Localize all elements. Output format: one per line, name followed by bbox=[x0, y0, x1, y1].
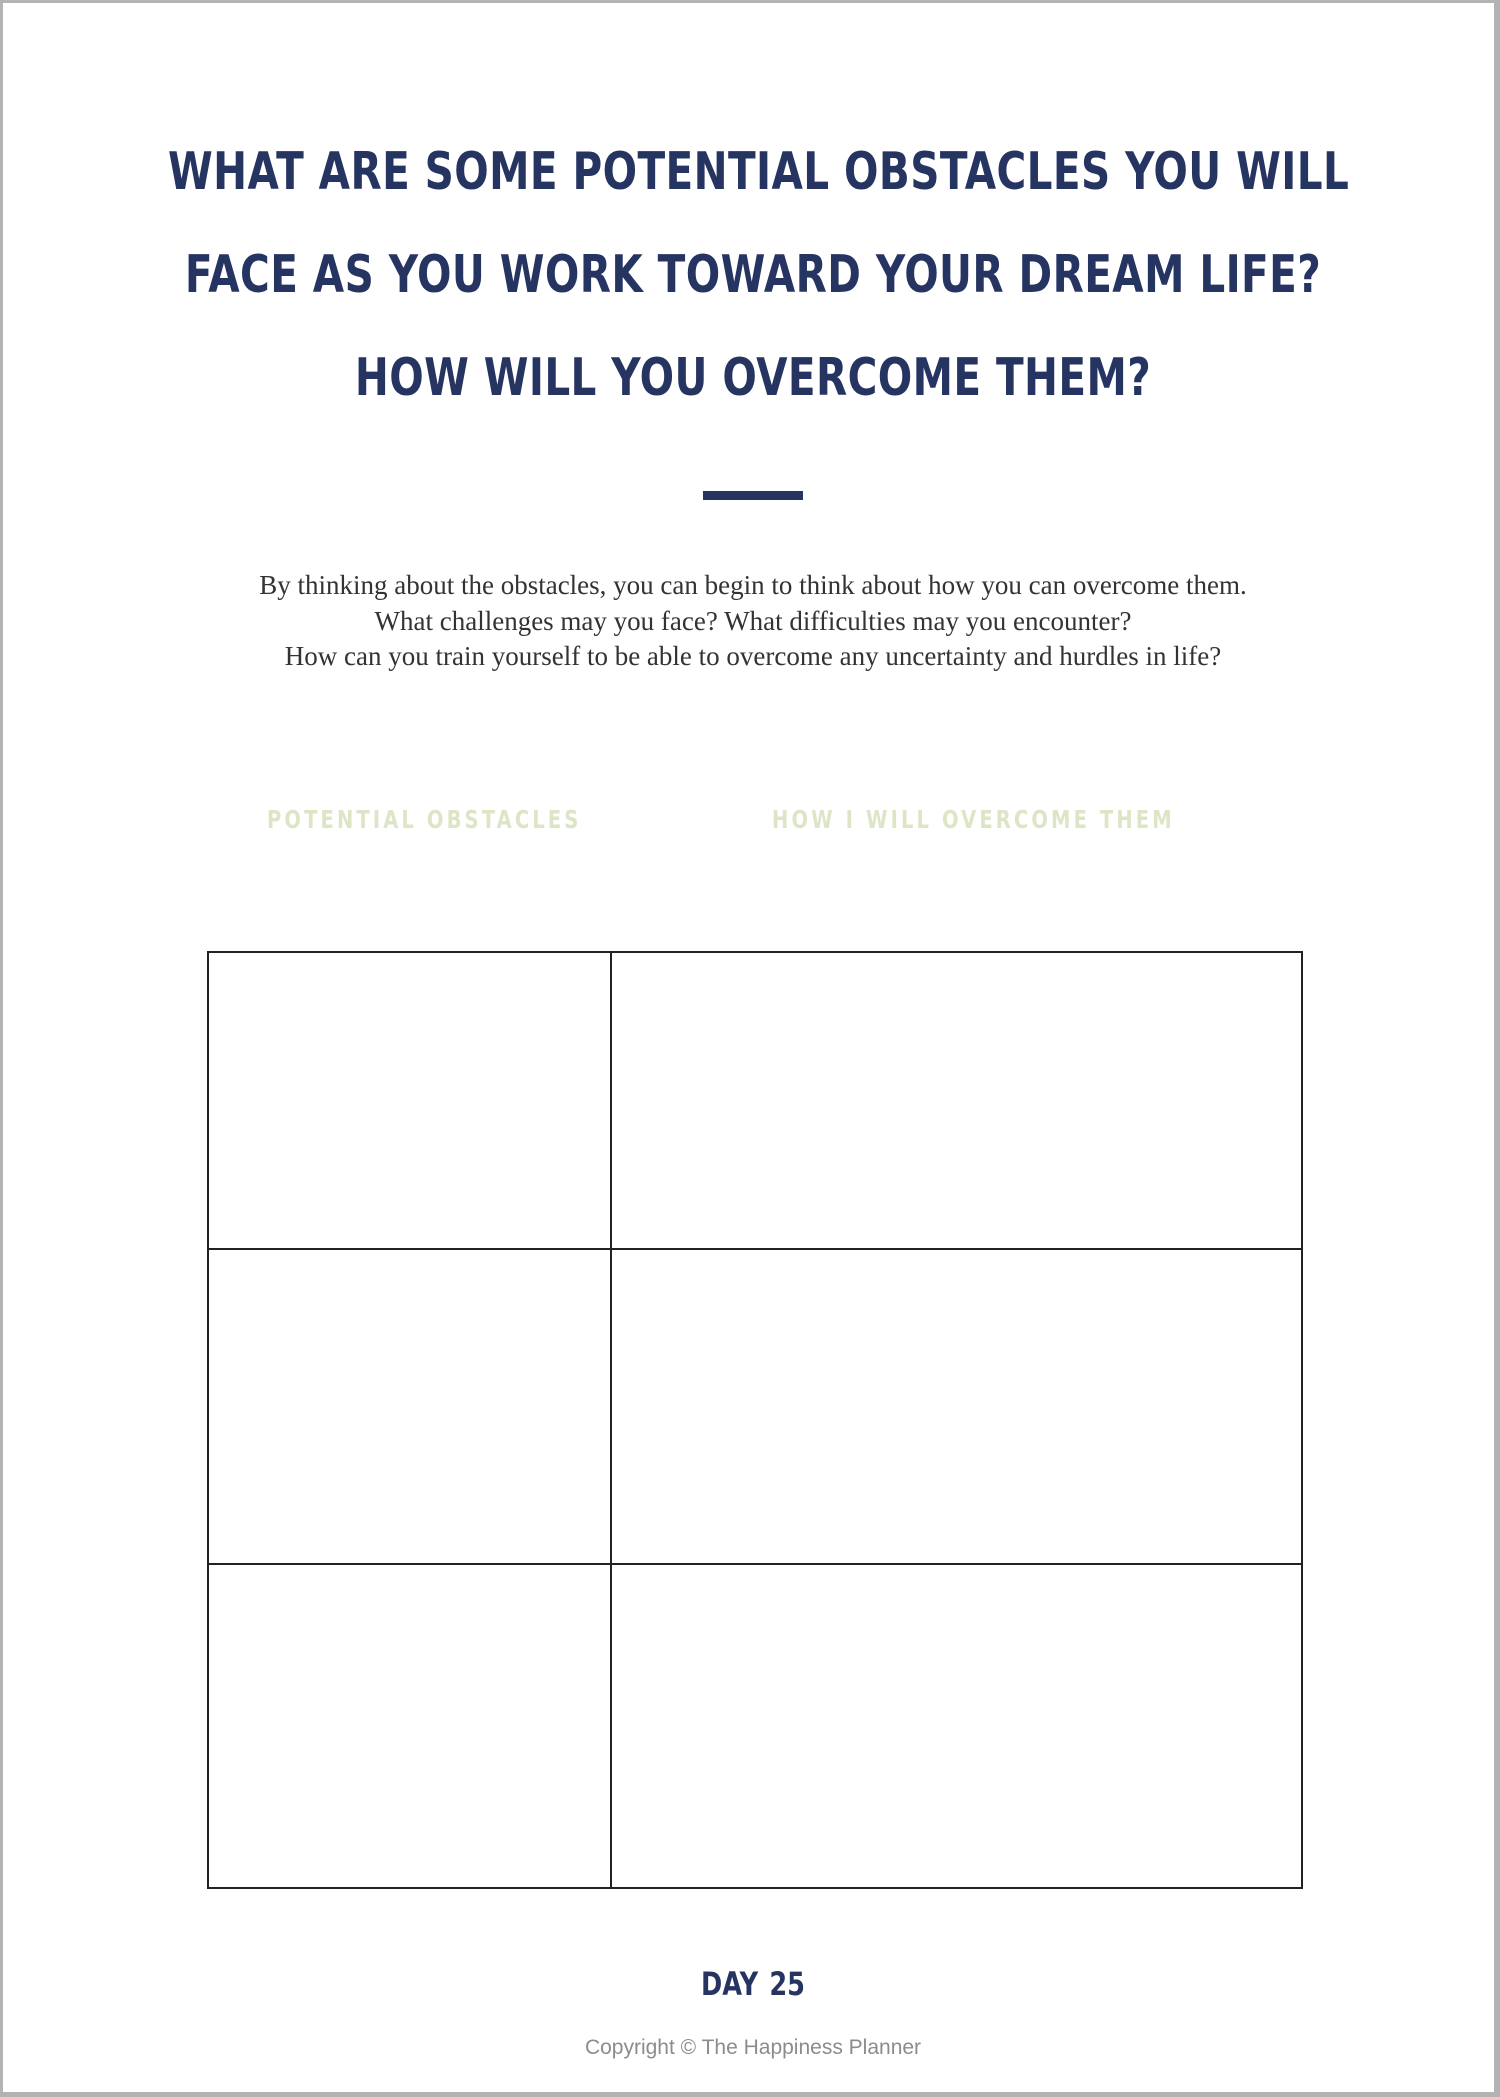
intro-line-3: How can you train yourself to be able to overcome any uncertainty and hurdles in life? bbox=[284, 641, 1222, 671]
day-number: 25 bbox=[769, 1965, 805, 2003]
title-line-1: WHAT ARE SOME POTENTIAL OBSTACLES YOU WILL bbox=[168, 142, 1350, 202]
page-title bbox=[168, 121, 1350, 430]
column-label-overcome: HOW I WILL OVERCOME THEM bbox=[772, 805, 1175, 834]
day-label: DAY bbox=[701, 1965, 759, 2003]
solution-cell-2[interactable] bbox=[612, 1250, 1301, 1563]
worksheet-table bbox=[207, 951, 1303, 1889]
obstacle-cell-1[interactable] bbox=[209, 953, 612, 1248]
intro-line-2: What challenges may you face? What difficulties may you encounter? bbox=[374, 605, 1132, 636]
intro-paragraph bbox=[3, 568, 1500, 675]
title-line-2: FACE AS YOU WORK TOWARD YOUR DREAM LIFE? bbox=[184, 245, 1322, 305]
obstacle-cell-3[interactable] bbox=[209, 1565, 612, 1887]
table-row bbox=[209, 953, 1301, 1250]
title-line-3: HOW WILL YOU OVERCOME THEM? bbox=[354, 348, 1152, 408]
intro-line-1: By thinking about the obstacles, you can begin to think about how you can overcome them. bbox=[259, 570, 1247, 600]
table-row bbox=[209, 1250, 1301, 1565]
solution-cell-1[interactable] bbox=[612, 953, 1301, 1248]
obstacle-cell-2[interactable] bbox=[209, 1250, 612, 1563]
column-label-obstacles: POTENTIAL OBSTACLES bbox=[267, 805, 582, 834]
table-row bbox=[209, 1565, 1301, 1887]
title-divider bbox=[703, 491, 803, 500]
solution-cell-3[interactable] bbox=[612, 1565, 1301, 1887]
copyright-text: Copyright © The Happiness Planner bbox=[584, 2036, 922, 2059]
day-indicator bbox=[3, 1965, 1500, 2003]
